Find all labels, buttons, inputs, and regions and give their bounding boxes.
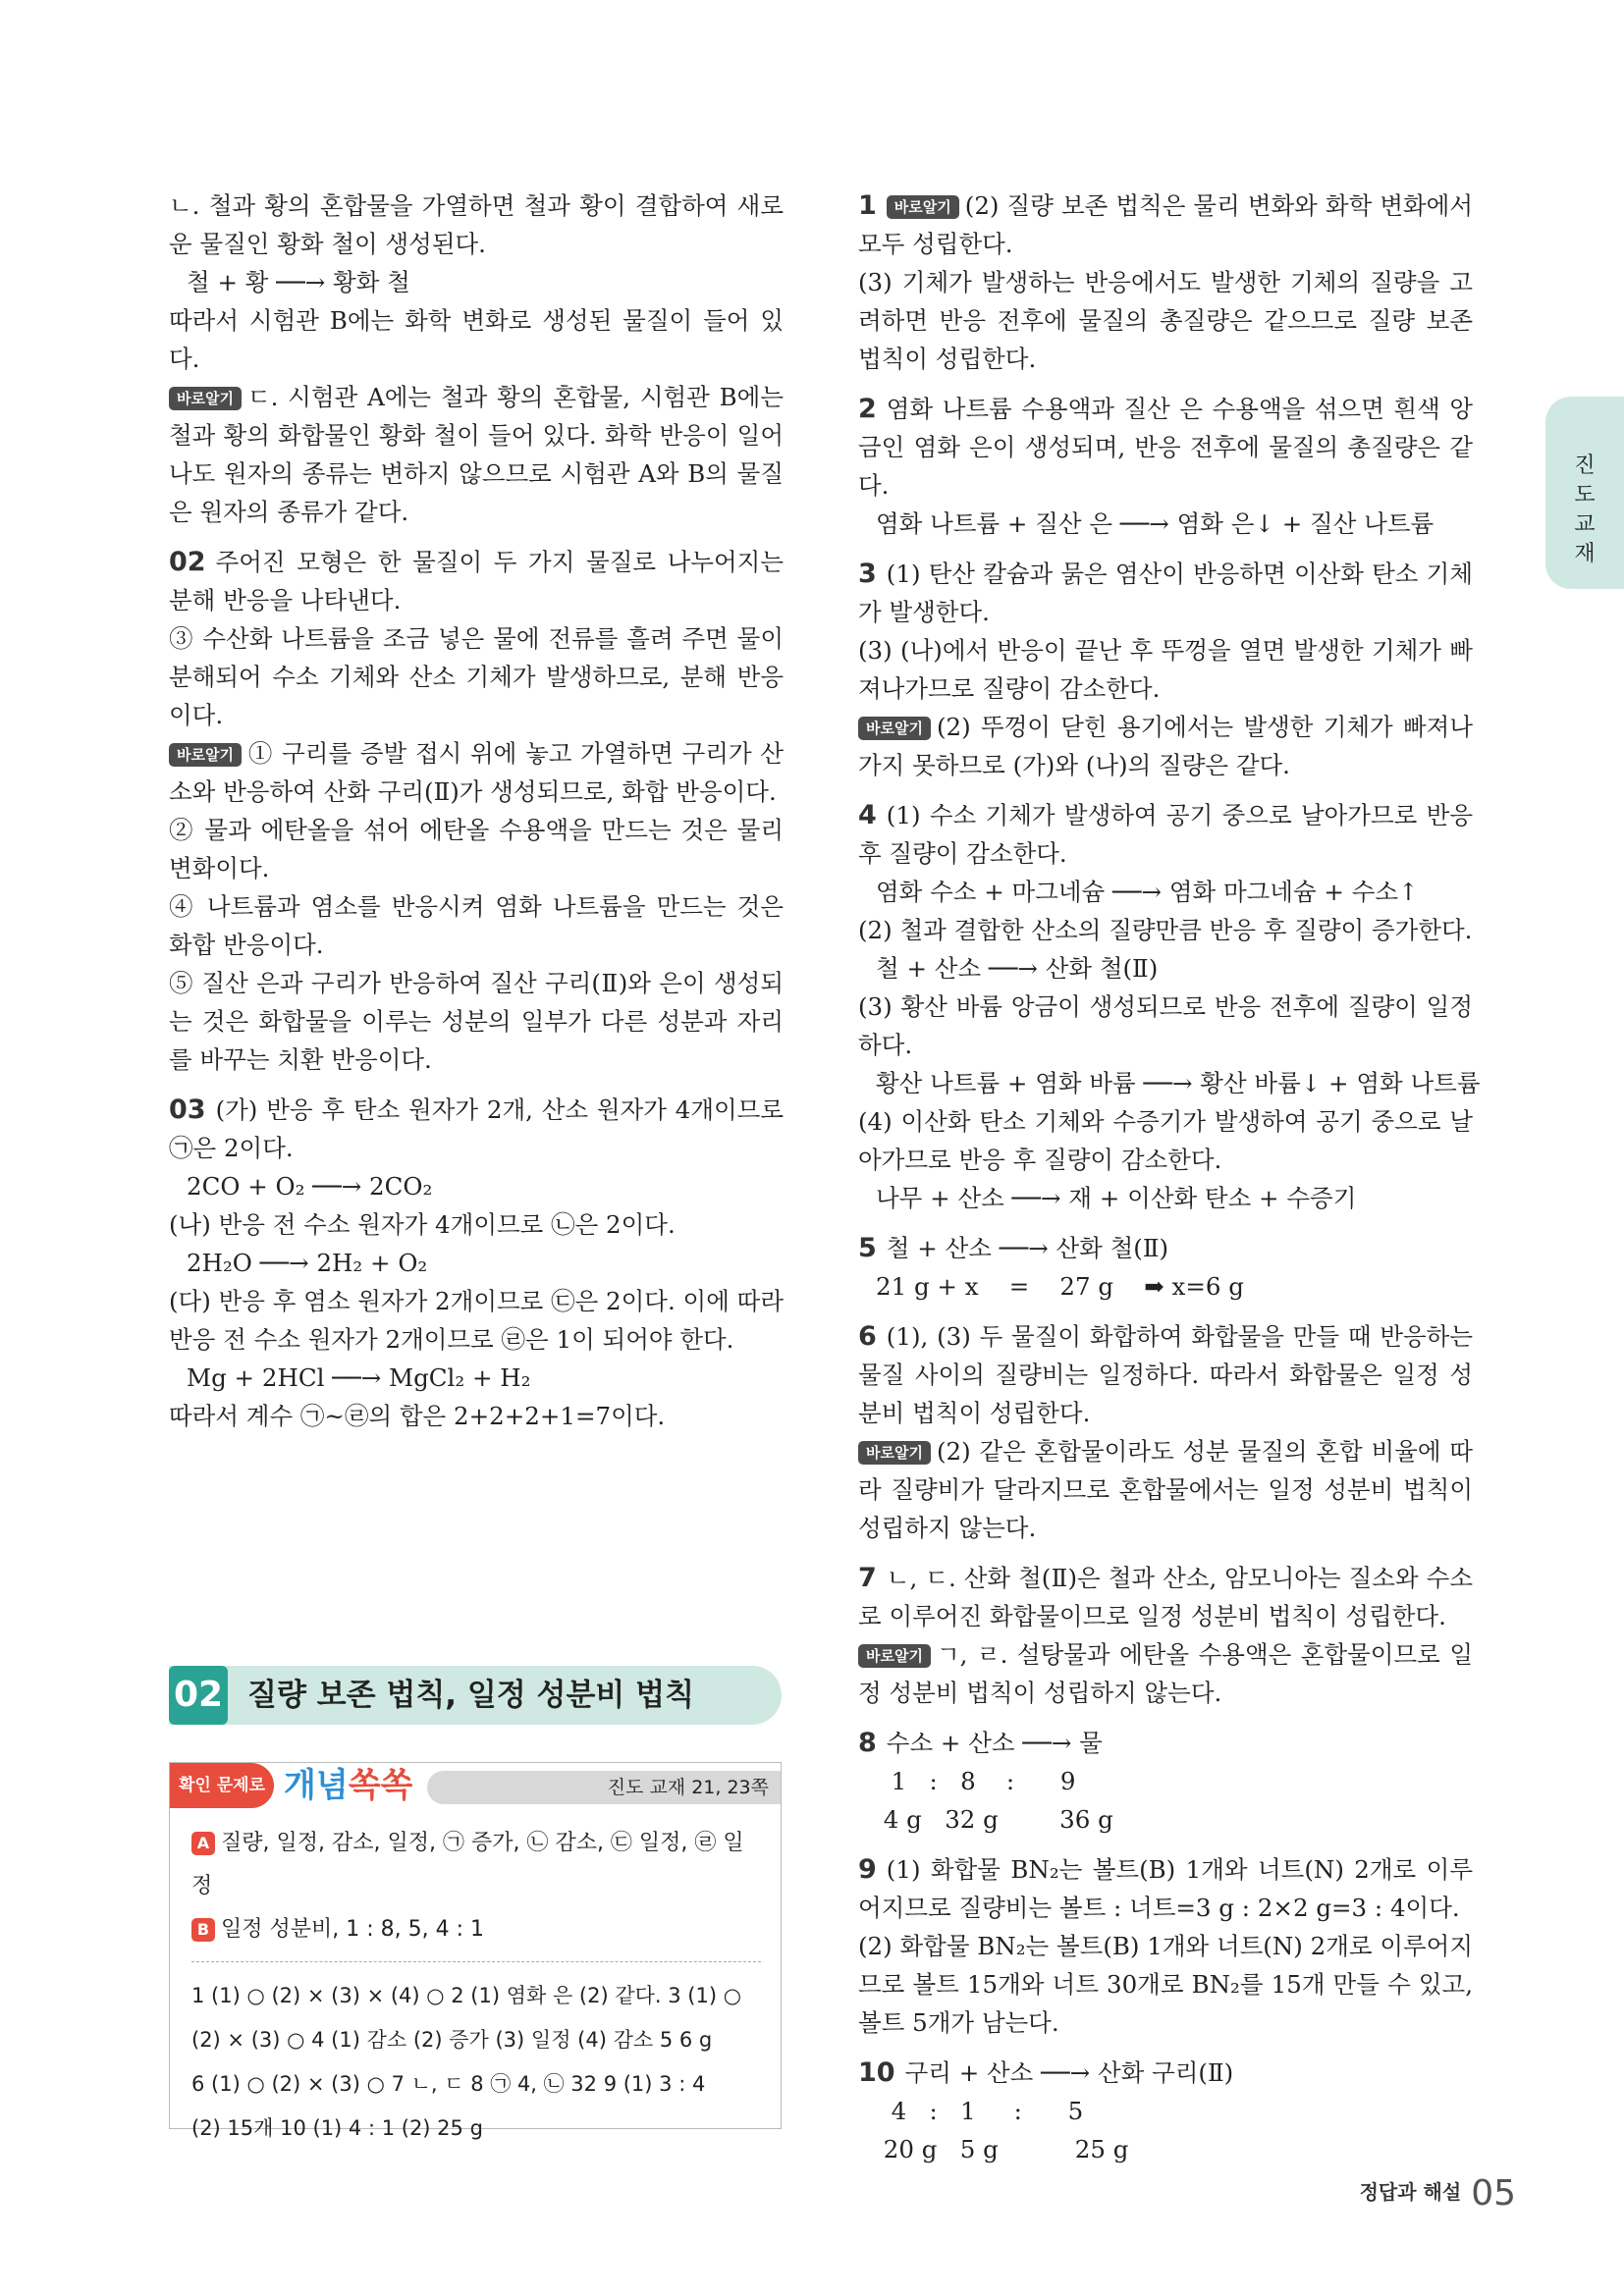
answer-b-text: 일정 성분비, 1 : 8, 5, 4 : 1 [221, 1917, 484, 1942]
question-number: 7 [858, 1563, 877, 1593]
text: 수소 + 산소 ──→ 물 [886, 1729, 1103, 1757]
text: (2) 뚜껑이 닫힌 용기에서는 발생한 기체가 빠져나가지 못하므로 (가)와 (나)의 질량은 같다. [858, 713, 1473, 779]
text: 4 : 1 : 5 [876, 2097, 1084, 2125]
question-number: 2 [858, 394, 877, 424]
explanation-paragraph [169, 811, 784, 887]
explanation-paragraph [858, 796, 1473, 873]
question-number: 9 [858, 1854, 877, 1885]
explanation-paragraph [858, 263, 1473, 378]
text: 따라서 계수 ㉠~㉣의 합은 2+2+2+1=7이다. [169, 1402, 666, 1430]
section-title: 질량 보존 법칙, 일정 성분비 법칙 [247, 1678, 695, 1713]
answer-a-badge: A [191, 1832, 215, 1855]
question-number: 4 [858, 800, 877, 830]
page-footer [1360, 2173, 1516, 2214]
text: ④ 나트륨과 염소를 반응시켜 염화 나트륨을 만드는 것은 화합 반응이다. [169, 892, 784, 959]
concept-box-body [191, 1822, 761, 2151]
correction-badge: 바로알기 [858, 1644, 931, 1668]
equation-line [169, 1167, 784, 1205]
equation-line [858, 2130, 1473, 2168]
explanation-paragraph [169, 734, 784, 811]
question-number: 6 [858, 1321, 877, 1352]
text: (1) 수소 기체가 발생하여 공기 중으로 날아가므로 반응 후 질량이 감소한다. [858, 801, 1473, 868]
concept-check-box [169, 1762, 782, 2140]
question-number: 02 [169, 547, 206, 577]
text: ① 구리를 증발 접시 위에 놓고 가열하면 구리가 산소와 반응하여 산화 구리(Ⅱ)가 생성되므로, 화합 반응이다. [169, 739, 784, 806]
explanation-paragraph [169, 1205, 784, 1244]
text: 20 g 5 g 25 g [876, 2135, 1129, 2163]
text: (2) 같은 혼합물이라도 성분 물질의 혼합 비율에 따라 질량비가 달라지므로 혼합물에서는 일정 성분비 법칙이 성립하지 않는다. [858, 1437, 1473, 1542]
equation-line [858, 1064, 1481, 1102]
equation-line [169, 1359, 784, 1397]
explanation-paragraph [169, 887, 784, 964]
explanation-paragraph [858, 1559, 1473, 1635]
section-header [169, 1666, 782, 1725]
question-number: 10 [858, 2057, 895, 2088]
explanation-paragraph [858, 1432, 1473, 1547]
explanation-paragraph [169, 1091, 784, 1167]
equation-line [858, 1762, 1473, 1800]
dashed-divider [191, 1961, 761, 1962]
explanation-paragraph [169, 543, 784, 619]
explanation-paragraph [858, 1724, 1473, 1762]
text: (1) 화합물 BN₂는 볼트(B) 1개와 너트(N) 2개로 이루어지므로 질량비는 볼트 : 너트=3 g : 2×2 g=3 : 4이다. [858, 1855, 1473, 1922]
text: 2H₂O ──→ 2H₂ + O₂ [187, 1249, 428, 1277]
question-number: 8 [858, 1728, 877, 1758]
text: 구리 + 산소 ──→ 산화 구리(Ⅱ) [904, 2058, 1234, 2087]
text: (가) 반응 후 탄소 원자가 2개, 산소 원자가 4개이므로 ㉠은 2이다. [169, 1095, 784, 1162]
correction-badge: 바로알기 [887, 195, 959, 219]
answer-line: 1 (1) ○ (2) × (3) × (4) ○ 2 (1) 염화 은 (2) 같다. 3 (1) ○ [191, 1984, 742, 2007]
explanation-paragraph [858, 2054, 1473, 2092]
explanation-paragraph [858, 1927, 1473, 2042]
text: ③ 수산화 나트륨을 조금 넣은 물에 전류를 흘려 주면 물이 분해되어 수소 기체와 산소 기체가 발생하므로, 분해 반응이다. [169, 624, 784, 729]
text: 염화 나트륨 수용액과 질산 은 수용액을 섞으면 흰색 앙금인 염화 은이 생성되며, 반응 전후에 물질의 총질량은 같다. [858, 395, 1473, 500]
text: ② 물과 에탄올을 섞어 에탄올 수용액을 만드는 것은 물리 변화이다. [169, 816, 784, 882]
text: 나무 + 산소 ──→ 재 + 이산화 탄소 + 수증기 [876, 1184, 1357, 1212]
text: (1), (3) 두 물질이 화합하여 화합물을 만들 때 반응하는 물질 사이의 질량비는 일정하다. 따라서 화합물은 일정 성분비 법칙이 성립한다. [858, 1322, 1473, 1427]
concept-title [284, 1763, 412, 1808]
text: (다) 반응 후 염소 원자가 2개이므로 ㉢은 2이다. 이에 따라 반응 전 수소 원자가 2개이므로 ㉣은 1이 되어야 한다. [169, 1287, 785, 1354]
equation-line [169, 263, 784, 301]
equation-line [858, 1267, 1473, 1306]
equation-line [858, 2092, 1473, 2130]
correction-badge: 바로알기 [169, 743, 242, 767]
answer-a-row [191, 1822, 761, 1908]
text: (2) 화합물 BN₂는 볼트(B) 1개와 너트(N) 2개로 이루어지므로 볼트 15개와 너트 30개로 BN₂를 15개 만들 수 있고, 볼트 5개가 남는다. [858, 1932, 1474, 2037]
explanation-paragraph [169, 187, 784, 263]
explanation-paragraph [858, 1102, 1473, 1179]
text: ㄴ. 철과 황의 혼합물을 가열하면 철과 황이 결합하여 새로운 물질인 황화 철이 생성된다. [169, 191, 784, 258]
text: (4) 이산화 탄소 기체와 수증기가 발생하여 공기 중으로 날아가므로 반응 후 질량이 감소한다. [858, 1107, 1473, 1174]
text: ㄴ, ㄷ. 산화 철(Ⅱ)은 철과 산소, 암모니아는 질소와 수소로 이루어진 화합물이므로 일정 성분비 법칙이 성립한다. [858, 1564, 1473, 1630]
textbook-reference: 진도 교재 21, 23쪽 [427, 1771, 781, 1804]
text: (3) 황산 바륨 앙금이 생성되므로 반응 전후에 질량이 일정하다. [858, 992, 1473, 1059]
concept-tag: 확인 문제로 [170, 1763, 274, 1808]
text: 염화 수소 + 마그네슘 ──→ 염화 마그네슘 + 수소↑ [876, 878, 1419, 906]
explanation-paragraph [169, 301, 784, 378]
text: (2) 철과 결합한 산소의 질량만큼 반응 후 질량이 증가한다. [858, 916, 1473, 944]
explanation-paragraph [858, 1317, 1473, 1432]
answer-b-row [191, 1908, 761, 1951]
equation-line [858, 505, 1473, 543]
text: 황산 나트륨 + 염화 바륨 ──→ 황산 바륨↓ + 염화 나트륨 [876, 1069, 1481, 1097]
text: 4 g 32 g 36 g [876, 1805, 1113, 1834]
page-number: 05 [1471, 2173, 1516, 2214]
question-number: 3 [858, 559, 877, 589]
explanation-paragraph [858, 187, 1473, 263]
explanation-paragraph [169, 378, 784, 531]
concept-title-a: 개념 [284, 1766, 349, 1805]
concept-box-header [170, 1763, 781, 1808]
equation-line [858, 1800, 1473, 1839]
section-number: 02 [169, 1666, 228, 1725]
text: 1 : 8 : 9 [876, 1767, 1076, 1795]
explanation-paragraph [169, 1282, 784, 1359]
question-number: 03 [169, 1095, 206, 1125]
equation-line [858, 1179, 1473, 1217]
text: 주어진 모형은 한 물질이 두 가지 물질로 나누어지는 분해 반응을 나타낸다. [169, 548, 784, 614]
text: (3) 기체가 발생하는 반응에서도 발생한 기체의 질량을 고려하면 반응 전후에 물질의 총질량은 같으므로 질량 보존 법칙이 성립한다. [858, 268, 1473, 373]
text: ⑤ 질산 은과 구리가 반응하여 질산 구리(Ⅱ)와 은이 생성되는 것은 화합물을 이루는 성분의 일부가 다른 성분과 자리를 바꾸는 치환 반응이다. [169, 969, 784, 1074]
explanation-paragraph [169, 964, 784, 1079]
explanation-paragraph [169, 619, 784, 734]
question-number: 1 [858, 190, 877, 221]
question-number: 5 [858, 1233, 877, 1263]
answer-line: 6 (1) ○ (2) × (3) ○ 7 ㄴ, ㄷ 8 ㉠ 4, ㉡ 32 9 (1) 3 : 4 [191, 2072, 706, 2096]
text: 21 g + x = 27 g ➡ x=6 g [876, 1272, 1244, 1301]
answer-b-badge: B [191, 1918, 215, 1942]
text: 철 + 산소 ──→ 산화 철(Ⅱ) [886, 1234, 1169, 1262]
explanation-paragraph [858, 555, 1473, 631]
equation-line [169, 1244, 784, 1282]
text: 철 + 산소 ──→ 산화 철(Ⅱ) [876, 954, 1159, 983]
side-tab-label: 진도 교재 [1574, 454, 1596, 566]
right-column [858, 187, 1481, 2168]
answer-a-text: 질량, 일정, 감소, 일정, ㉠ 증가, ㉡ 감소, ㉢ 일정, ㉣ 일정 [191, 1831, 744, 1898]
text: 염화 나트륨 + 질산 은 ──→ 염화 은↓ + 질산 나트륨 [876, 509, 1435, 538]
text: Mg + 2HCl ──→ MgCl₂ + H₂ [187, 1363, 531, 1392]
explanation-paragraph [858, 1229, 1473, 1267]
left-column [169, 187, 784, 1435]
concept-title-b: 쏙쏙 [348, 1766, 413, 1805]
explanation-paragraph [858, 988, 1473, 1064]
explanation-paragraph [169, 1397, 784, 1435]
explanation-paragraph [858, 1850, 1473, 1927]
correction-badge: 바로알기 [858, 717, 931, 740]
answer-line: (2) 15개 10 (1) 4 : 1 (2) 25 g [191, 2116, 483, 2140]
explanation-paragraph [858, 708, 1473, 784]
text: 따라서 시험관 B에는 화학 변화로 생성된 물질이 들어 있다. [169, 306, 784, 373]
text: (나) 반응 전 수소 원자가 4개이므로 ㉡은 2이다. [169, 1210, 676, 1239]
text: 철 + 황 ──→ 황화 철 [187, 268, 410, 296]
side-tab[interactable] [1545, 397, 1624, 589]
text: (1) 탄산 칼슘과 묽은 염산이 반응하면 이산화 탄소 기체가 발생한다. [858, 560, 1473, 626]
text: 2CO + O₂ ──→ 2CO₂ [187, 1172, 433, 1201]
text: (2) 질량 보존 법칙은 물리 변화와 화학 변화에서 모두 성립한다. [858, 191, 1473, 258]
explanation-paragraph [858, 911, 1473, 949]
explanation-paragraph [858, 1635, 1473, 1712]
correction-badge: 바로알기 [858, 1441, 931, 1465]
equation-line [858, 949, 1473, 988]
explanation-paragraph [858, 390, 1473, 505]
text: (3) (나)에서 반응이 끝난 후 뚜껑을 열면 발생한 기체가 빠져나가므로 질량이 감소한다. [858, 636, 1473, 703]
text: ㄷ. 시험관 A에는 철과 황의 혼합물, 시험관 B에는 철과 황의 화합물인 황화 철이 들어 있다. 화학 반응이 일어나도 원자의 종류는 변하지 않으므로 시험관 A와 B의 물질은 원자의 종류가 같다. [169, 383, 784, 526]
equation-line [858, 873, 1473, 911]
correction-badge: 바로알기 [169, 387, 242, 410]
answer-line: (2) × (3) ○ 4 (1) 감소 (2) 증가 (3) 일정 (4) 감소 5 6 g [191, 2028, 713, 2052]
explanation-paragraph [858, 631, 1473, 708]
footer-label: 정답과 해설 [1359, 2180, 1462, 2204]
text: ㄱ, ㄹ. 설탕물과 에탄올 수용액은 혼합물이므로 일정 성분비 법칙이 성립하지 않는다. [858, 1640, 1473, 1707]
